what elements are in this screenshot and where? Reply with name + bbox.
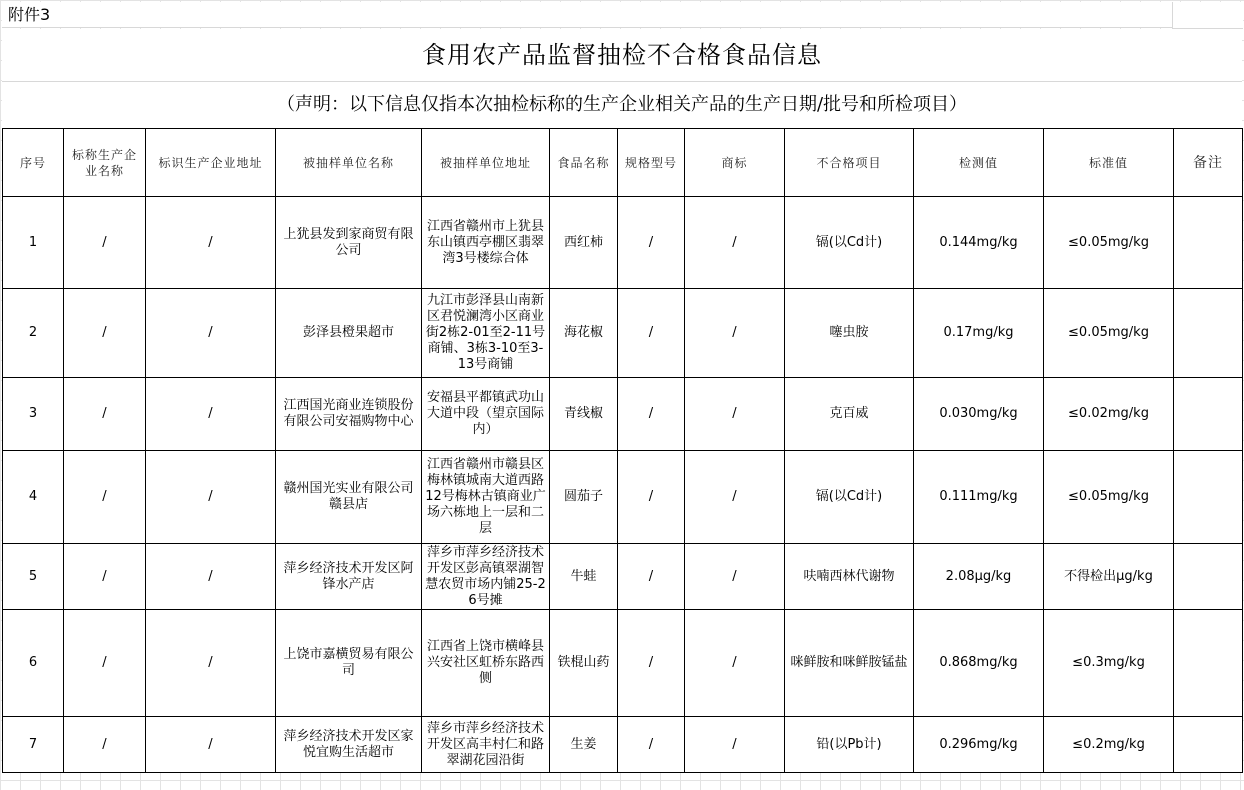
cell-unit-name[interactable]: 萍乡经济技术开发区阿锋水产店	[276, 544, 422, 610]
header-row	[3, 129, 1243, 197]
cell-brand[interactable]: /	[685, 289, 785, 378]
cell-item[interactable]: 铅(以Pb计)	[785, 717, 914, 773]
header-cell[interactable]: 不合格项目	[785, 129, 914, 197]
header-cell[interactable]: 标准值	[1044, 129, 1174, 197]
cell-item[interactable]: 呋喃西林代谢物	[785, 544, 914, 610]
statement-note[interactable]: （声明：以下信息仅指本次抽检标称的生产企业相关产品的生产日期/批号和所检项目）	[2, 82, 1242, 128]
cell-mfr-addr[interactable]: /	[146, 378, 276, 451]
header-cell[interactable]: 食品名称	[550, 129, 618, 197]
cell-spec[interactable]: /	[618, 544, 685, 610]
cell-unit-addr[interactable]: 江西省赣州市上犹县东山镇西亭棚区翡翠湾3号楼综合体	[422, 197, 550, 289]
cell-no[interactable]: 4	[3, 451, 64, 544]
cell-standard[interactable]: 不得检出μg/kg	[1044, 544, 1174, 610]
cell-measured[interactable]: 0.144mg/kg	[914, 197, 1044, 289]
cell-food[interactable]: 海花椒	[550, 289, 618, 378]
cell-mfr-name[interactable]: /	[64, 544, 146, 610]
cell-item[interactable]: 克百威	[785, 378, 914, 451]
cell-spec[interactable]: /	[618, 717, 685, 773]
cell-food[interactable]: 铁棍山药	[550, 610, 618, 717]
table-row	[3, 610, 1243, 717]
cell-no[interactable]: 3	[3, 378, 64, 451]
cell-mfr-addr[interactable]: /	[146, 451, 276, 544]
cell-unit-addr[interactable]: 萍乡市萍乡经济技术开发区彭高镇翠湖智慧农贸市场内铺25-26号摊	[422, 544, 550, 610]
cell-note[interactable]	[1174, 544, 1243, 610]
cell-note[interactable]	[1174, 289, 1243, 378]
cell-no[interactable]: 1	[3, 197, 64, 289]
cell-spec[interactable]: /	[618, 451, 685, 544]
cell-food[interactable]: 西红柿	[550, 197, 618, 289]
cell-note[interactable]	[1174, 717, 1243, 773]
header-cell[interactable]: 被抽样单位地址	[422, 129, 550, 197]
cell-measured[interactable]: 0.868mg/kg	[914, 610, 1044, 717]
cell-mfr-addr[interactable]: /	[146, 610, 276, 717]
cell-note[interactable]	[1174, 378, 1243, 451]
cell-food[interactable]: 青线椒	[550, 378, 618, 451]
table-row	[3, 717, 1243, 773]
header-cell[interactable]: 被抽样单位名称	[276, 129, 422, 197]
annex-label[interactable]: 附件3	[2, 2, 1172, 28]
cell-measured[interactable]: 2.08μg/kg	[914, 544, 1044, 610]
cell-item[interactable]: 噻虫胺	[785, 289, 914, 378]
cell-food[interactable]: 牛蛙	[550, 544, 618, 610]
cell-mfr-name[interactable]: /	[64, 610, 146, 717]
table-row	[3, 197, 1243, 289]
cell-unit-name[interactable]: 赣州国光实业有限公司赣县店	[276, 451, 422, 544]
cell-brand[interactable]: /	[685, 717, 785, 773]
cell-spec[interactable]: /	[618, 610, 685, 717]
header-cell[interactable]: 商标	[685, 129, 785, 197]
cell-measured[interactable]: 0.111mg/kg	[914, 451, 1044, 544]
cell-note[interactable]	[1174, 451, 1243, 544]
cell-measured[interactable]: 0.17mg/kg	[914, 289, 1044, 378]
cell-brand[interactable]: /	[685, 610, 785, 717]
cell-unit-addr[interactable]: 江西省赣州市赣县区梅林镇城南大道西路12号梅林古镇商业广场六栋地上一层和二层	[422, 451, 550, 544]
cell-brand[interactable]: /	[685, 197, 785, 289]
cell-item[interactable]: 咪鲜胺和咪鲜胺锰盐	[785, 610, 914, 717]
cell-unit-name[interactable]: 上饶市嘉横贸易有限公司	[276, 610, 422, 717]
cell-unit-addr[interactable]: 安福县平都镇武功山大道中段（望京国际内）	[422, 378, 550, 451]
cell-mfr-name[interactable]: /	[64, 717, 146, 773]
cell-unit-name[interactable]: 江西国光商业连锁股份有限公司安福购物中心	[276, 378, 422, 451]
cell-brand[interactable]: /	[685, 544, 785, 610]
cell-item[interactable]: 镉(以Cd计)	[785, 197, 914, 289]
cell-standard[interactable]: ≤0.02mg/kg	[1044, 378, 1174, 451]
cell-food[interactable]: 圆茄子	[550, 451, 618, 544]
cell-standard[interactable]: ≤0.05mg/kg	[1044, 289, 1174, 378]
cell-mfr-addr[interactable]: /	[146, 717, 276, 773]
cell-unit-name[interactable]: 彭泽县橙果超市	[276, 289, 422, 378]
header-cell[interactable]: 标称生产企业名称	[64, 129, 146, 197]
page-title[interactable]: 食用农产品监督抽检不合格食品信息	[2, 29, 1242, 82]
table-row	[3, 289, 1243, 378]
cell-unit-name[interactable]: 萍乡经济技术开发区家悦宜购生活超市	[276, 717, 422, 773]
cell-standard[interactable]: ≤0.3mg/kg	[1044, 610, 1174, 717]
cell-spec[interactable]: /	[618, 197, 685, 289]
cell-unit-addr[interactable]: 九江市彭泽县山南新区君悦澜湾小区商业街2栋2-01至2-11号商铺、3栋3-10至3-13号商铺	[422, 289, 550, 378]
cell-no[interactable]: 2	[3, 289, 64, 378]
results-table	[2, 128, 1243, 773]
header-cell[interactable]: 规格型号	[618, 129, 685, 197]
cell-no[interactable]: 6	[3, 610, 64, 717]
cell-brand[interactable]: /	[685, 378, 785, 451]
cell-food[interactable]: 生姜	[550, 717, 618, 773]
header-cell[interactable]: 标识生产企业地址	[146, 129, 276, 197]
table-row	[3, 378, 1243, 451]
cell-standard[interactable]: ≤0.2mg/kg	[1044, 717, 1174, 773]
cell-unit-addr[interactable]: 萍乡市萍乡经济技术开发区高丰村仁和路翠湖花园沿街	[422, 717, 550, 773]
cell-no[interactable]: 7	[3, 717, 64, 773]
cell-spec[interactable]: /	[618, 289, 685, 378]
cell-mfr-name[interactable]: /	[64, 378, 146, 451]
cell-mfr-name[interactable]: /	[64, 451, 146, 544]
cell-no[interactable]: 5	[3, 544, 64, 610]
cell-brand[interactable]: /	[685, 451, 785, 544]
table-row	[3, 544, 1243, 610]
cell-mfr-name[interactable]: /	[64, 197, 146, 289]
cell-measured[interactable]: 0.296mg/kg	[914, 717, 1044, 773]
header-cell[interactable]: 序号	[3, 129, 64, 197]
header-cell[interactable]: 备注	[1174, 129, 1243, 197]
cell-standard[interactable]: ≤0.05mg/kg	[1044, 197, 1174, 289]
cell-note[interactable]	[1174, 197, 1243, 289]
cell-note[interactable]	[1174, 610, 1243, 717]
cell-mfr-addr[interactable]: /	[146, 544, 276, 610]
table-row	[3, 451, 1243, 544]
cell-mfr-addr[interactable]: /	[146, 197, 276, 289]
cell-spec[interactable]: /	[618, 378, 685, 451]
cell-measured[interactable]: 0.030mg/kg	[914, 378, 1044, 451]
cell-unit-name[interactable]: 上犹县发到家商贸有限公司	[276, 197, 422, 289]
empty-cell[interactable]	[1172, 2, 1243, 29]
cell-mfr-addr[interactable]: /	[146, 289, 276, 378]
cell-standard[interactable]: ≤0.05mg/kg	[1044, 451, 1174, 544]
cell-mfr-name[interactable]: /	[64, 289, 146, 378]
cell-unit-addr[interactable]: 江西省上饶市横峰县兴安社区虹桥东路西侧	[422, 610, 550, 717]
cell-item[interactable]: 镉(以Cd计)	[785, 451, 914, 544]
header-cell[interactable]: 检测值	[914, 129, 1044, 197]
